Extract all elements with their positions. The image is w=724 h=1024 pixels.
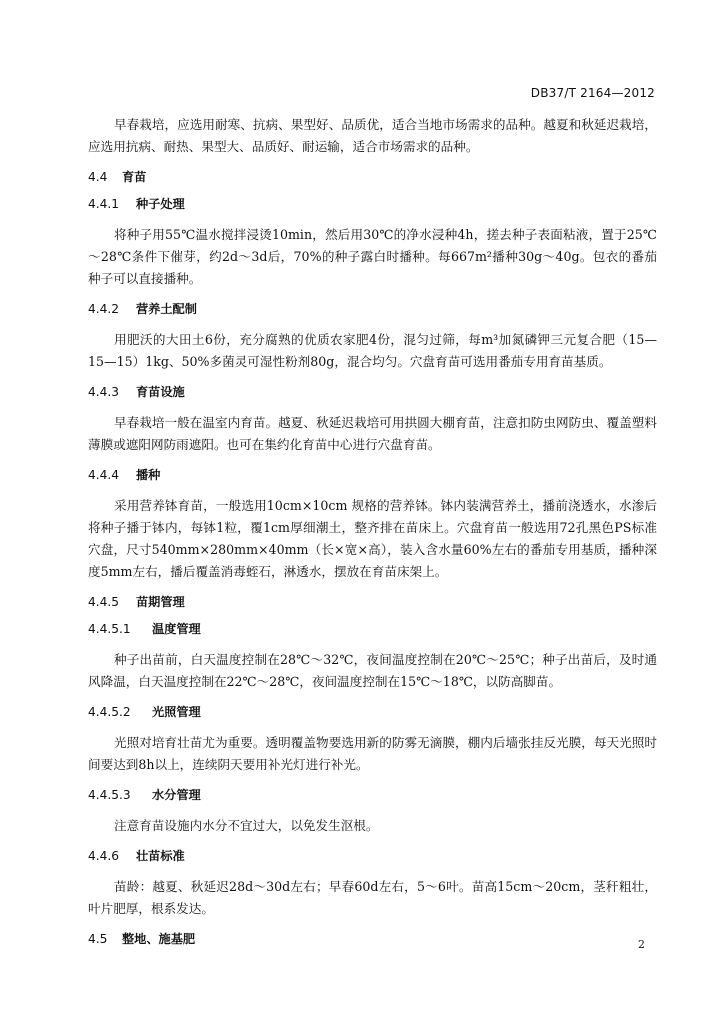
section-title: 光照管理 [152,705,201,719]
paragraph-nursery-facility: 早春栽培一般在温室内育苗。越夏、秋延迟栽培可用拱圆大棚育苗，注意扣防虫网防虫、覆盖塑料薄膜或遮阳网防雨遮阳。也可在集约化育苗中心进行穴盘育苗。 [88,415,657,452]
section-number: 4.4.5.1 [88,622,131,636]
section-title: 育苗设施 [136,385,185,399]
section-heading-4-4-1 [88,196,657,212]
section-heading-4-4-5-2 [88,704,657,720]
section-number: 4.4.5.2 [88,705,131,719]
section-number: 4.4.6 [88,849,120,863]
section-heading-4-4-6 [88,848,657,864]
section-heading-4-4-5-1 [88,621,657,637]
paragraph-light: 光照对培育壮苗尤为重要。透明覆盖物要选用新的防雾无滴膜，棚内后墙张挂反光膜，每天光照时间要达到8h以上，连续阴天要用补光灯进行补光。 [88,735,657,772]
section-title: 种子处理 [136,197,185,211]
section-heading-4-4-2 [88,301,657,317]
section-title: 苗期管理 [136,595,185,609]
paragraph-temperature: 种子出苗前，白天温度控制在28℃～32℃，夜间温度控制在20℃～25℃；种子出苗后，及时通风降温，白天温度控制在22℃～28℃，夜间温度控制在15℃～18℃，以防高脚苗。 [88,652,657,689]
paragraph-water: 注意育苗设施内水分不宜过大，以免发生沤根。 [114,818,379,833]
section-heading-4-4-4 [88,467,657,483]
section-title: 水分管理 [152,788,201,802]
standard-code: DB37/T 2164—2012 [530,86,655,100]
document-body [88,114,657,947]
section-heading-4-4-5 [88,594,657,610]
section-title: 育苗 [122,170,147,184]
section-title: 壮苗标准 [136,849,185,863]
paragraph-sowing: 采用营养钵育苗，一般选用10cm×10cm 规格的营养钵。钵内装满营养土，播前浇透水，水渗后将种子播于钵内，每钵1粒，覆1cm厚细潮土，整齐排在苗床上。穴盘育苗一般选用72孔黑色PS标准穴盘，尺寸540mm×280mm×40mm（长×宽×高），装入含水量60%左右的番茄专用基质，播种深度5mm左右，播后覆盖消毒蛭石，淋透水，摆放在育苗床架上。 [88,498,657,579]
section-title: 温度管理 [152,622,201,636]
section-number: 4.4.4 [88,468,120,482]
section-number: 4.4.1 [88,197,120,211]
section-title: 营养土配制 [136,302,197,316]
paragraph-nutrient-soil: 用肥沃的大田土6份，充分腐熟的优质农家肥4份，混匀过筛，每m³加氮磷钾三元复合肥（15—15—15）1kg、50%多菌灵可湿性粉剂80g，混合均匀。穴盘育苗可选用番茄专用育苗基质。 [88,332,657,369]
section-number: 4.4.5.3 [88,788,131,802]
section-heading-4-4 [88,169,657,185]
section-number: 4.4.2 [88,302,120,316]
section-number: 4.4 [88,170,108,184]
section-number: 4.4.3 [88,385,120,399]
section-number: 4.4.5 [88,595,120,609]
paragraph-seedling-standard: 苗龄：越夏、秋延迟28d～30d左右；早春60d左右，5～6叶。苗高15cm～20cm，茎秆粗壮，叶片肥厚，根系发达。 [88,879,657,916]
section-title: 整地、施基肥 [122,932,196,946]
section-heading-4-5 [88,931,657,947]
section-heading-4-4-3 [88,384,657,400]
paragraph-variety-selection: 早春栽培，应选用耐寒、抗病、果型好、品质优，适合当地市场需求的品种。越夏和秋延迟栽培，应选用抗病、耐热、果型大、品质好、耐运输，适合市场需求的品种。 [88,117,657,154]
section-heading-4-4-5-3 [88,787,657,803]
paragraph-seed-treatment: 将种子用55℃温水搅拌浸烫10min，然后用30℃的净水浸种4h，搓去种子表面粘液，置于25℃～28℃条件下催芽，约2d～3d后，70%的种子露白时播种。每667m²播种30g～40g。包衣的番茄种子可以直接播种。 [88,227,657,286]
section-title: 播种 [136,468,161,482]
page-number: 2 [638,938,645,951]
section-number: 4.5 [88,932,108,946]
